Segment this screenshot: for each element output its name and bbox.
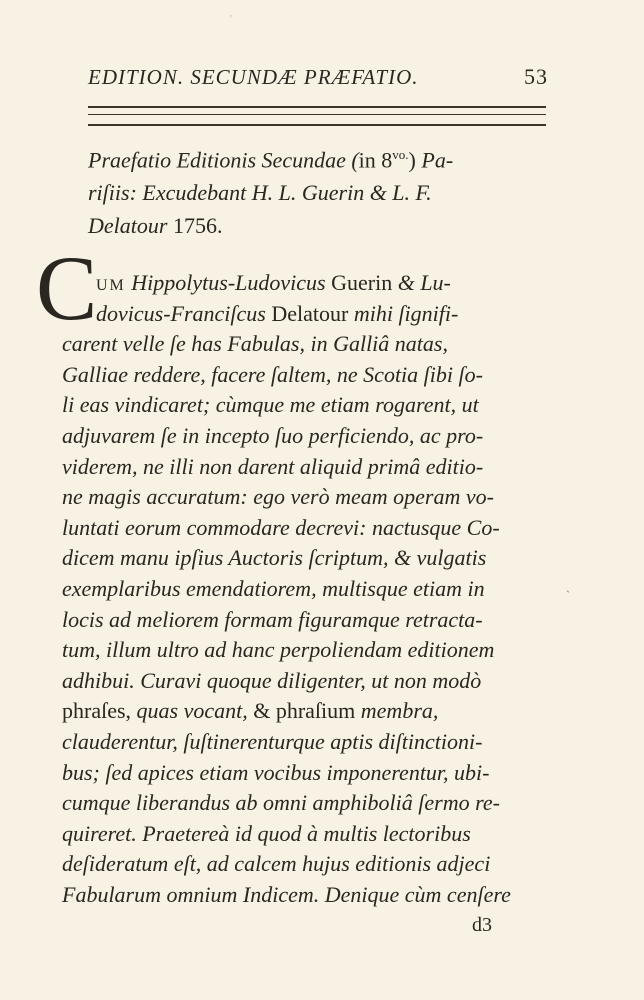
text-line — [62, 515, 500, 541]
drop-cap: C — [36, 237, 98, 339]
text-line — [62, 484, 494, 510]
text-run: dovicus-Franciſcus — [96, 300, 266, 326]
text-line — [62, 760, 490, 786]
text-run: dicem manu ipſius Auctoris ſcriptum, & vulgatis — [62, 545, 487, 571]
text-run: luntati eorum commodare decrevi: nactusque Co- — [62, 514, 500, 540]
page-number: 53 — [524, 64, 548, 89]
text-run: membra, — [355, 698, 439, 724]
text-run: adjuvarem ſe in incepto ſuo perficiendo, ac pro- — [62, 423, 484, 448]
text-line — [62, 362, 483, 388]
text-run: & phraſium — [253, 698, 356, 724]
text-run: locis ad meliorem formam figuramque retracta- — [62, 606, 483, 632]
text-run: exemplaribus emendatiorem, multisque etiam in — [62, 576, 485, 601]
text-line — [62, 423, 483, 449]
text-run: clauderentur, ſuſtinerenturque aptis diſtinctioni- — [62, 729, 483, 754]
text-line — [62, 882, 511, 908]
signature-mark: d3 — [472, 914, 492, 936]
text-run: Galliae reddere, facere ſaltem, ne Scotia ſibi ſo- — [62, 361, 483, 387]
header-rule — [88, 124, 546, 126]
text-line — [96, 270, 451, 296]
text-line — [96, 301, 458, 327]
paper-speck: ' — [230, 14, 232, 25]
text-line — [62, 668, 481, 694]
text-run: quireret. Praetereà id quod à multis lectoribus — [62, 820, 471, 846]
header-double-rule — [88, 106, 546, 115]
text-line — [62, 545, 486, 571]
text-run: cumque liberandus ab omni amphiboliâ ſermo re- — [62, 790, 500, 816]
title-text: riſiis: Excudebant H. L. Guerin & L. F. — [88, 180, 432, 206]
text-run: tum, illum ultro ad hanc perpoliendam editionem — [62, 637, 495, 663]
text-line — [62, 637, 494, 663]
text-run: UM — [96, 277, 126, 294]
title-year: 1756. — [167, 213, 223, 239]
text-line — [62, 392, 479, 418]
title-format: in 8 — [358, 147, 393, 173]
text-run: phraſes, — [62, 698, 132, 724]
text-run: Delatour — [265, 300, 349, 326]
text-run: ne magis accuratum: ego verò meam operam vo- — [62, 484, 494, 510]
text-run: Hippolytus-Ludovicus — [125, 270, 326, 295]
title-text: Delatour — [88, 213, 168, 239]
text-run: & Lu- — [392, 270, 451, 295]
title-paren: ) — [408, 147, 416, 173]
text-line — [62, 821, 471, 847]
text-run: carent velle ſe has Fabulas, in Galliâ natas, — [62, 331, 448, 357]
text-line — [62, 454, 483, 480]
text-run: quas vocant, — [131, 698, 254, 724]
text-run: mihi ſignifi- — [348, 300, 459, 326]
text-run: Guerin — [325, 270, 393, 295]
preface-title — [88, 138, 548, 242]
title-format-sup: vo. — [392, 147, 409, 162]
margin-mark: ` — [566, 588, 570, 602]
running-header — [88, 64, 548, 90]
text-run: adhibui. Curavi quoque diligenter, ut non modò — [62, 667, 482, 693]
title-line-3 — [88, 209, 548, 242]
title-text: Pa- — [415, 147, 454, 173]
text-line — [62, 851, 490, 877]
text-line — [62, 698, 438, 724]
text-line — [62, 790, 500, 816]
running-title: EDITION. SECUNDÆ PRÆFATIO. — [88, 65, 419, 89]
text-line — [62, 576, 485, 602]
text-run: deſideratum eſt, ad calcem hujus editionis adjeci — [62, 851, 491, 877]
text-line — [62, 331, 448, 357]
text-run: viderem, ne illi non darent aliquid primâ editio- — [62, 453, 484, 479]
title-line-1 — [88, 138, 548, 176]
title-line-2 — [88, 176, 548, 209]
text-line — [62, 607, 483, 633]
text-run: li eas vindicaret; cùmque me etiam rogarent, ut — [62, 392, 479, 418]
text-run: Fabularum omnium Indicem. Denique cùm cenſere — [62, 882, 511, 907]
text-line — [62, 729, 482, 755]
title-text: Praefatio Editionis Secundae ( — [88, 147, 359, 173]
text-run: bus; ſed apices etiam vocibus imponerentur, ubi- — [62, 759, 490, 785]
